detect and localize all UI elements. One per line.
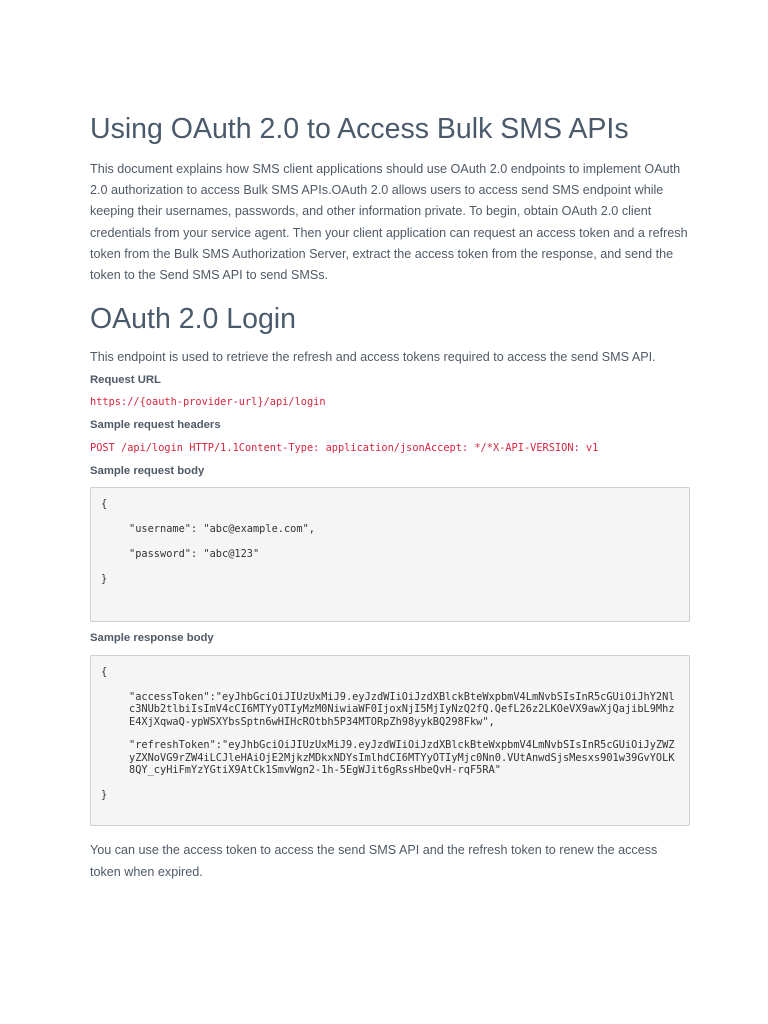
code-password-line: "password": "abc@123" <box>129 548 260 561</box>
code-access-token-line: "accessToken":"eyJhbGciOiJIUzUxMiJ9.eyJzdWIiOiJzdXBlckBteWxpbmV4LmNvbSIsInR5cGUiOiJhY2Nlc3NUb2tlbiIsImV4cCI6MTYyOTIyMzM0NiwiaWF0IjoxNjI5MjIyNzQ2fQ.QefL26z2LKOeVX9awXjQajibL9MhzE4XjXqwaQ-ypWSXYbsSptn6wHIHcROtbh5P34MTORpZh98yykBQ298Fkw", <box>129 690 675 728</box>
request-headers-label: Sample request headers <box>90 419 221 432</box>
code-open-brace: { <box>101 498 108 511</box>
code-refresh-token-line: "refreshToken":"eyJhbGciOiJIUzUxMiJ9.eyJzdWIiOiJzdXBlckBteWxpbmV4LmNvbSIsInR5cGUiOiJyZWZyZXNoVG9rZW4iLCJleHAiOjE2MjkzMDkxNDYsImlhdCI6MTYyOTIyMjc0Nn0.VUtAnwdSjsMesxs901w39GvYOLK8QY_cyHiFmYzYGtiX9AtCk1SmvWgn2-1h-5EgWJit6gRssHbeQvH-rqF5RA" <box>129 739 675 777</box>
intro-paragraph: This document explains how SMS client applications should use OAuth 2.0 endpoints to implement OAuth 2.0 authorization to access Bulk SMS APIs.OAuth 2.0 allows users to access send SMS endpoint while keeping their usernames, passwords, and other information private. To begin, obtain OAuth 2.0 client credentials from your service agent. Then your client application can request an access token and a refresh token from the Bulk SMS Authorization Server, extract the access token from the response, and send the token to the Send SMS API to send SMSs. <box>90 162 688 283</box>
response-body-code-block <box>90 655 690 826</box>
request-body-label: Sample request body <box>90 465 205 478</box>
page-title: Using OAuth 2.0 to Access Bulk SMS APIs <box>90 113 629 145</box>
section-heading-login: OAuth 2.0 Login <box>90 303 296 336</box>
response-body-label: Sample response body <box>90 632 214 645</box>
closing-note: You can use the access token to access the send SMS API and the refresh token to renew the access token when expired. <box>90 843 658 879</box>
code-close-brace: } <box>101 573 108 586</box>
request-body-code-block <box>90 487 690 622</box>
request-headers-value: POST /api/login HTTP/1.1Content-Type: application/jsonAccept: */*X-API-VERSION: v1 <box>90 442 599 455</box>
login-description: This endpoint is used to retrieve the refresh and access tokens required to access the send SMS API. <box>90 350 656 365</box>
document-page <box>90 112 690 883</box>
code-open-brace: { <box>101 666 108 679</box>
request-url-value: https://{oauth-provider-url}/api/login <box>90 396 326 409</box>
request-url-label: Request URL <box>90 374 161 387</box>
code-close-brace: } <box>101 788 108 801</box>
code-username-line: "username": "abc@example.com", <box>129 523 315 536</box>
